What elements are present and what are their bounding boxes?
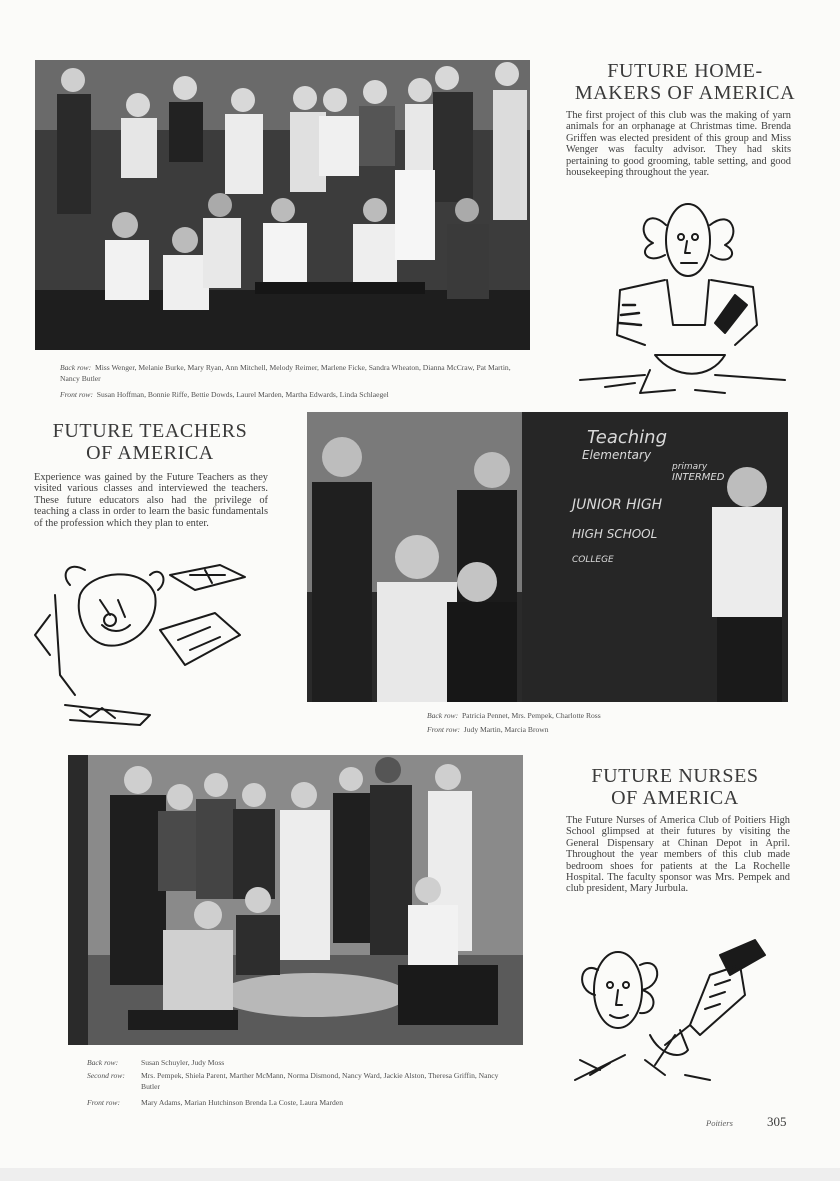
- blackboard-line: COLLEGE: [572, 555, 614, 565]
- caption-label: Second row:: [87, 1071, 125, 1080]
- homemakers-caption-front: [60, 389, 530, 400]
- teachers-caption-back: [427, 710, 787, 721]
- caption-label: Back row:: [87, 1058, 119, 1067]
- heading-line: FUTURE HOME-: [607, 60, 763, 82]
- blackboard-line: INTERMED: [672, 472, 725, 483]
- blackboard-line: Elementary: [582, 448, 652, 462]
- nurses-body: The Future Nurses of America Club of Poitiers High School glimpsed at their futures by visiting the General Dispensary at Chinan Depot in April. Throughout the year members of this club made bedroom shoes for patients at the La Rochelle Hospital. The faculty sponsor was Mrs. Pempek and club president, Mary Jurbula.: [566, 815, 790, 895]
- nurses-caption-second: [87, 1070, 517, 1092]
- page-number: 305: [767, 1114, 787, 1129]
- caption-names: Miss Wenger, Melanie Burke, Mary Ryan, Ann Mitchell, Melody Reimer, Marlene Ficke, Sandra Wheaton, Dianna McCraw, Pat Martin, Nancy Butler: [60, 363, 511, 383]
- teachers-caption-front: [427, 724, 787, 735]
- nurses-caption-front: [87, 1097, 517, 1108]
- blackboard-line: Teaching: [587, 427, 668, 448]
- nurses-caption-back: [87, 1057, 517, 1068]
- caption-names: Susan Hoffman, Bonnie Riffe, Bettie Dowds, Laurel Marden, Martha Edwards, Linda Schlaegel: [96, 390, 389, 399]
- caption-label: Back row:: [427, 711, 459, 720]
- blackboard-line: JUNIOR HIGH: [572, 497, 663, 513]
- heading-line: MAKERS OF AMERICA: [574, 82, 796, 104]
- nurses-photo: [68, 755, 523, 1045]
- teachers-body: Experience was gained by the Future Teachers as they visited various classes and interviewed the teachers. These future educators also had the privilege of teaching a class in order to learn the basic fundamentals of the profession which they plan to enter.: [34, 472, 268, 529]
- caption-names: Patricia Pennet, Mrs. Pempek, Charlotte Ross: [461, 711, 601, 720]
- heading-line: OF AMERICA: [86, 442, 214, 464]
- caption-names: Mary Adams, Marian Hutchinson Brenda La Coste, Laura Marden: [141, 1098, 344, 1107]
- page-bottom-edge: [0, 1168, 840, 1181]
- heading-line: FUTURE NURSES: [591, 765, 759, 787]
- cook-doodle-illustration: [575, 195, 795, 400]
- blackboard-line: HIGH SCHOOL: [572, 527, 658, 541]
- blackboard-writing: [557, 427, 757, 565]
- caption-names: Mrs. Pempek, Shiela Parent, Marther McMann, Norma Dismond, Nancy Ward, Jackie Alston, Theresa Griffin, Nancy Butler: [141, 1071, 499, 1091]
- teachers-heading: [30, 420, 270, 464]
- nurses-heading: [555, 765, 795, 809]
- homemakers-photo: [35, 60, 530, 350]
- heading-line: FUTURE TEACHERS: [52, 420, 248, 442]
- homemakers-caption-back: [60, 362, 530, 384]
- nurse-doodle-illustration: [570, 935, 790, 1090]
- footer-school-name: Poitiers: [706, 1118, 733, 1128]
- caption-label: Back row:: [60, 363, 92, 372]
- homemakers-body: The first project of this club was the making of yarn animals for an orphanage at Christmas time. Brenda Griffen was elected president of this group and Miss Wenger was faculty advisor. They had skits pertaining to good grooming, table setting, and good housekeeping throughout the year.: [566, 110, 791, 179]
- blackboard-line: primary: [672, 462, 708, 472]
- teacher-doodle-illustration: [30, 555, 255, 730]
- caption-names: Judy Martin, Marcia Brown: [463, 725, 549, 734]
- caption-names: Susan Schuyler, Judy Moss: [141, 1058, 225, 1067]
- teachers-photo: [307, 412, 788, 702]
- caption-label: Front row:: [427, 725, 460, 734]
- caption-label: Front row:: [60, 390, 93, 399]
- homemakers-heading: [560, 60, 810, 104]
- caption-label: Front row:: [87, 1098, 120, 1107]
- heading-line: OF AMERICA: [611, 787, 739, 809]
